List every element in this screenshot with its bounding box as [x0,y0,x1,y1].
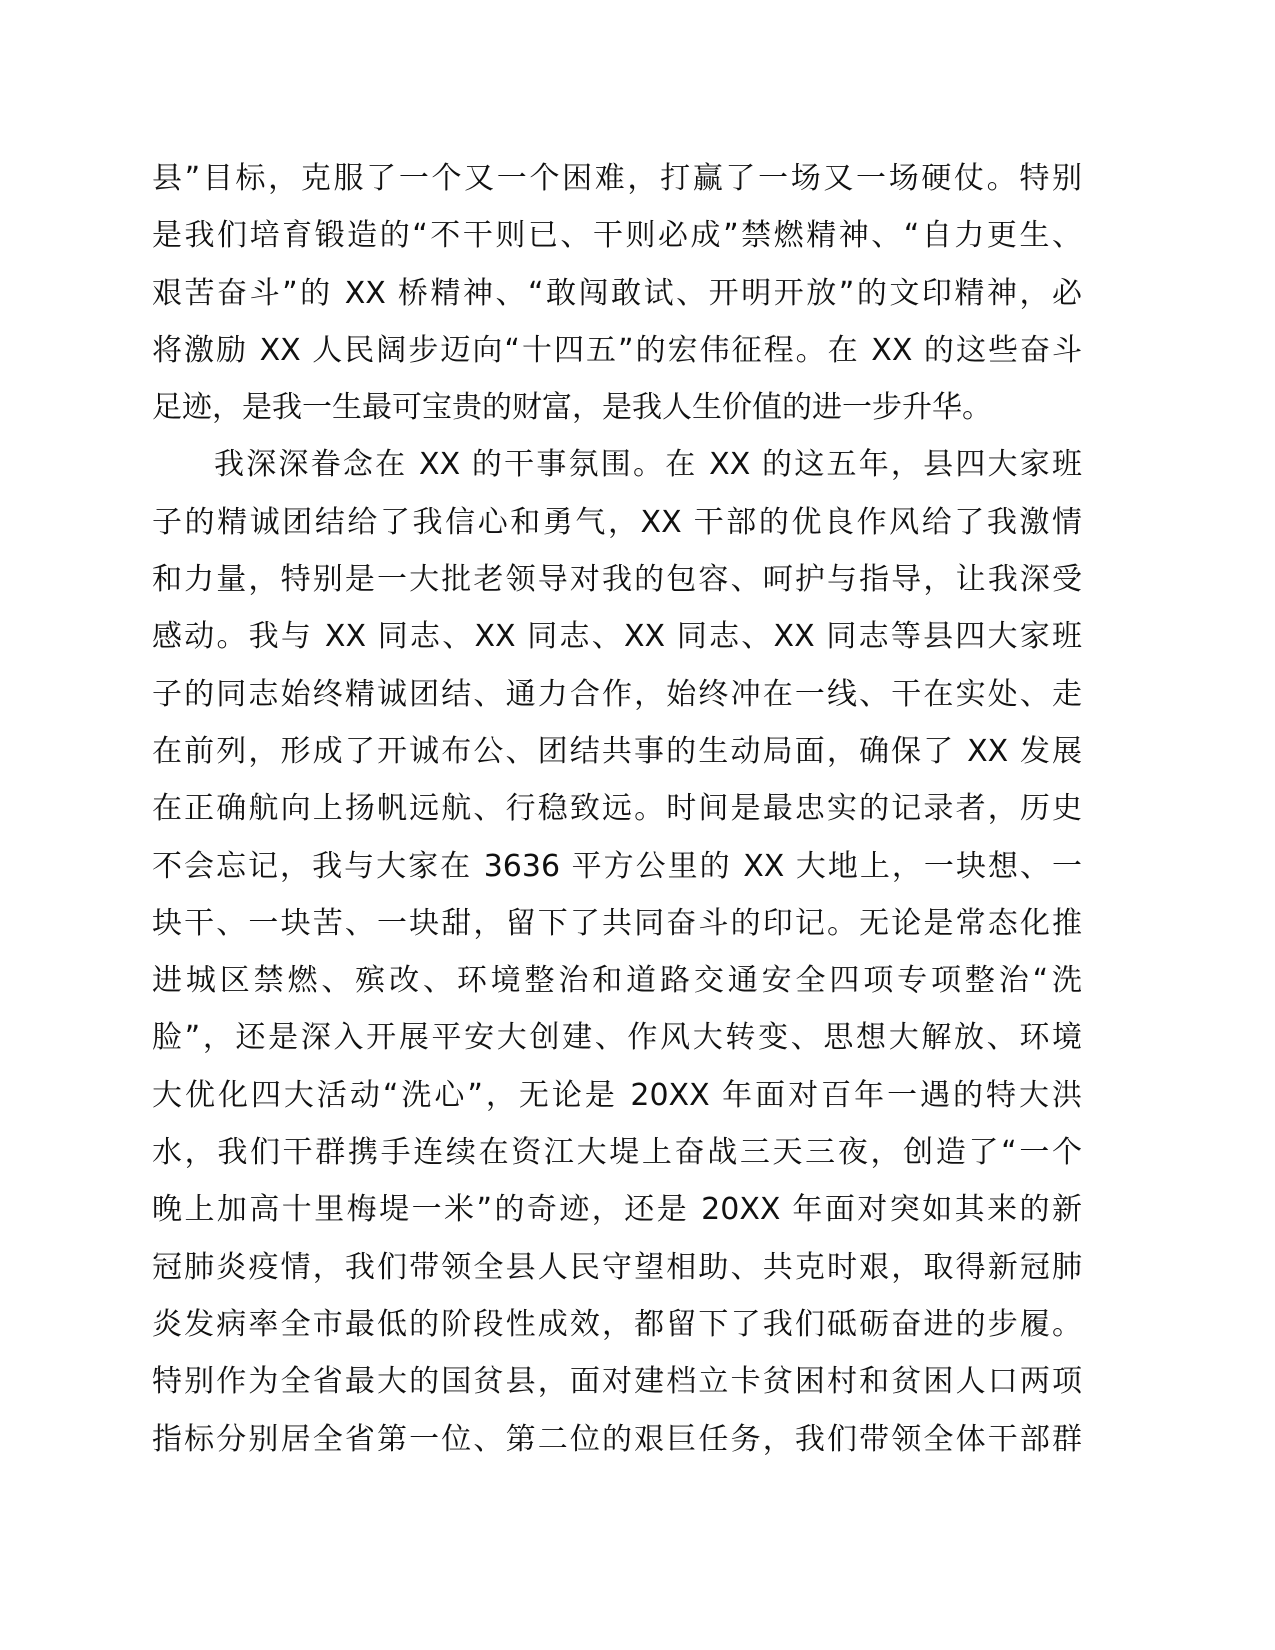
text-line: 不会忘记，我与大家在 3636 平方公里的 XX 大地上，一块想、一 [152,848,1082,884]
text-line: 子的精诚团结给了我信心和勇气，XX 干部的优良作风给了我激情 [152,504,1082,540]
text-line: 足迹，是我一生最可宝贵的财富，是我人生价值的进一步升华。 [152,390,992,426]
text-line: 大优化四大活动“洗心”，无论是 20XX 年面对百年一遇的特大洪 [152,1077,1082,1113]
text-line: 艰苦奋斗”的 XX 桥精神、“敢闯敢试、开明开放”的文印精神，必 [152,275,1082,311]
text-line: 是我们培育锻造的“不干则已、干则必成”禁燃精神、“自力更生、 [152,218,1082,254]
text-line: 晚上加高十里梅堤一米”的奇迹，还是 20XX 年面对突如其来的新 [152,1192,1082,1228]
text-line: 在前列，形成了开诚布公、团结共事的生动局面，确保了 XX 发展 [152,733,1082,769]
text-line: 县”目标，克服了一个又一个困难，打赢了一场又一场硬仗。特别 [152,161,1082,196]
text-line: 进城区禁燃、殡改、环境整治和道路交通安全四项专项整治“洗 [152,963,1082,999]
paragraph-start-line: 我深深眷念在 XX 的干事氛围。在 XX 的这五年，县四大家班 [214,447,1082,483]
text-line: 炎发病率全市最低的阶段性成效，都留下了我们砥砺奋进的步履。 [152,1306,1082,1342]
text-line: 冠肺炎疫情，我们带领全县人民守望相助、共克时艰，取得新冠肺 [152,1249,1082,1285]
text-line: 特别作为全省最大的国贫县，面对建档立卡贫困村和贫困人口两项 [152,1364,1082,1400]
text-line: 在正确航向上扬帆远航、行稳致远。时间是最忠实的记录者，历史 [152,791,1082,827]
text-line: 将激励 XX 人民阔步迈向“十四五”的宏伟征程。在 XX 的这些奋斗 [152,332,1082,368]
text-line: 和力量，特别是一大批老领导对我的包容、呵护与指导，让我深受 [152,562,1082,598]
text-line: 子的同志始终精诚团结、通力合作，始终冲在一线、干在实处、走 [152,676,1082,712]
text-line: 水，我们干群携手连续在资江大堤上奋战三天三夜，创造了“一个 [152,1135,1082,1171]
text-line: 指标分别居全省第一位、第二位的艰巨任务，我们带领全体干部群 [152,1421,1082,1457]
body-text [152,150,1082,1468]
text-line: 块干、一块苦、一块甜，留下了共同奋斗的印记。无论是常态化推 [152,905,1082,941]
text-line: 感动。我与 XX 同志、XX 同志、XX 同志、XX 同志等县四大家班 [152,619,1082,655]
text-line: 脸”，还是深入开展平安大创建、作风大转变、思想大解放、环境 [152,1020,1082,1056]
